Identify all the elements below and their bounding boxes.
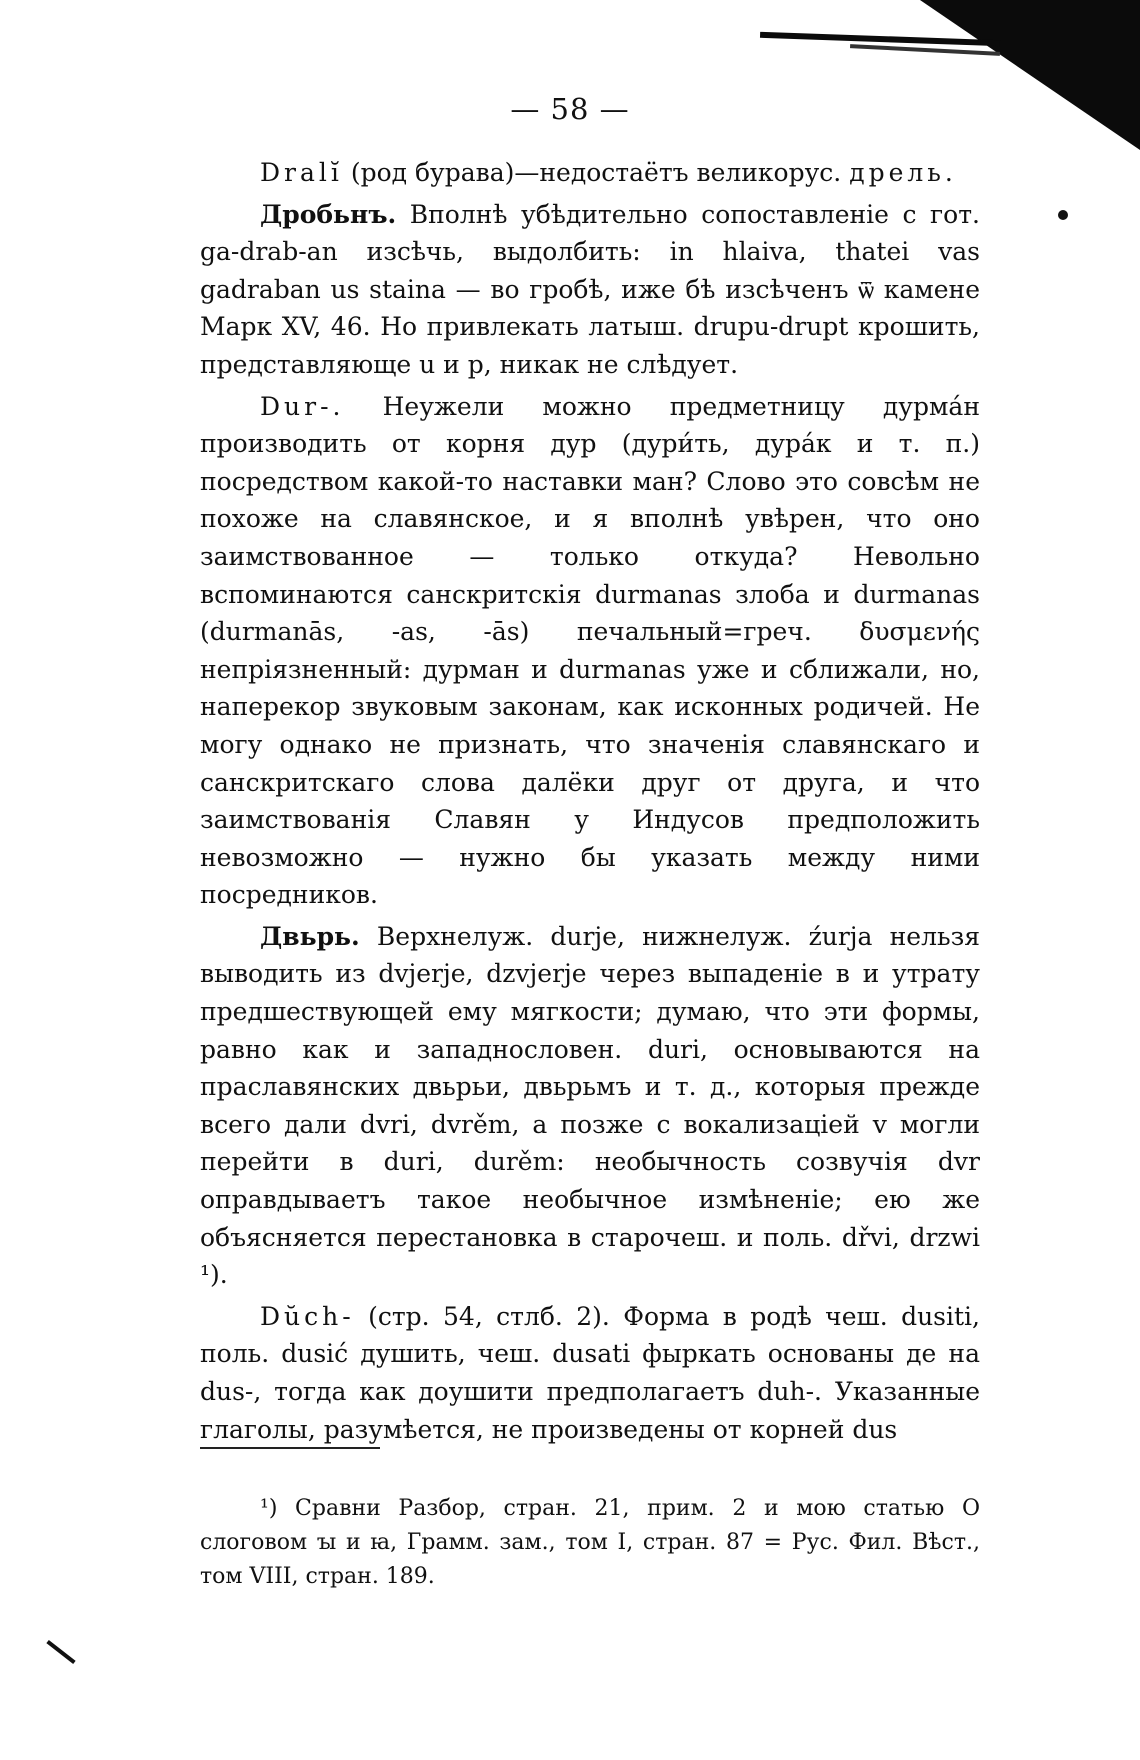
entry-dviri	[200, 918, 980, 1294]
entry-lemma: Dŭch-	[260, 1301, 355, 1331]
footnote	[200, 1492, 980, 1594]
entry-text: Вполнѣ убѣдительно сопоставленіе с гот. ga-drab-an изсѣчь, выдолбить: in hlaiva, thatei vas gadraban us staina — во гробѣ, иже бѣ изсѣченъ ѿ камене Марк XV, 46. Но привлекать латыш. drupu-drupt крошить, представляюще u и p, никак не слѣдует.	[200, 199, 980, 379]
entry-duch	[200, 1298, 980, 1448]
entry-text: (род бурава)—недостаётъ великорус.	[342, 158, 850, 187]
entry-lemma: Двьрь.	[260, 921, 360, 951]
entry-dral	[200, 154, 980, 192]
footnote-marker: ¹)	[260, 1496, 278, 1521]
entry-tail: дрель.	[849, 158, 957, 187]
entry-lemma: Дробьнъ.	[260, 199, 397, 229]
entry-drobin	[200, 196, 980, 384]
scan-artifact-mark	[46, 1640, 75, 1664]
footnote-divider	[200, 1447, 380, 1449]
entry-text: Неужели можно предметницу дурма́н производить от корня дур (дури́ть, дура́к и т. п.) посредством какой-то наставки ман? Слово это совсѣм не похоже на славянское, и я вполнѣ увѣрен, что оно заимствованное — только откуда? Невольно вспоминаются санскритскія durmanas злоба и durmanas (durmanās, -as, -ās) печальный=греч. δυσμενής непріязненный: дурман и durmanas уже и сближали, но, наперекор звуковым законам, как исконных родичей. Не могу однако не признать, что значенія славянскаго и санскритскаго слова далёки друг от друга, и что заимствованія Славян у Индусов предположить невозможно — нужно бы указать между ними посредников.	[200, 391, 980, 910]
entry-lemma: Dralĭ	[260, 158, 343, 187]
entry-dur	[200, 388, 980, 914]
scan-artifact-dot	[1058, 210, 1068, 220]
entry-lemma: Dur-.	[260, 391, 345, 421]
entry-text: Верхнелуж. durje, нижнелуж. źurja нельзя выводить из dvjerje, dzvjerje через выпаденіе в и утрату предшествующей ему мягкости; думаю, что эти формы, равно как и западнословен. duri, основываются на праславянских двьрьи, двьрьмъ и т. д., которыя прежде всего дали dvri, dvrěm, а позже с вокализацiей v могли перейти в duri, durěm: необычность созвучія dvr оправдываетъ такое необычное измѣненіе; ею же объясняется перестановка в старочеш. и поль. dřvi, drzwi ¹).	[200, 921, 980, 1290]
page-number: — 58 —	[510, 92, 630, 126]
scan-shadow-corner	[920, 0, 1140, 150]
main-text	[200, 150, 980, 1448]
footnote-text: Сравни Разбор, стран. 21, прим. 2 и мою статью О слоговом ꙑ и ꙗ, Грамм. зам., том I, стран. 87 = Рус. Фил. Вѣст., том VIII, стран. 189.	[200, 1496, 980, 1589]
entry-text: (стр. 54, стлб. 2). Форма в родѣ чеш. dusiti, поль. dusić душить, чеш. dusati фыркать основаны де на dus-, тогда как доушити предполагаетъ duh-. Указанные глаголы, разумѣется, не произведены от корней dus	[200, 1301, 980, 1444]
